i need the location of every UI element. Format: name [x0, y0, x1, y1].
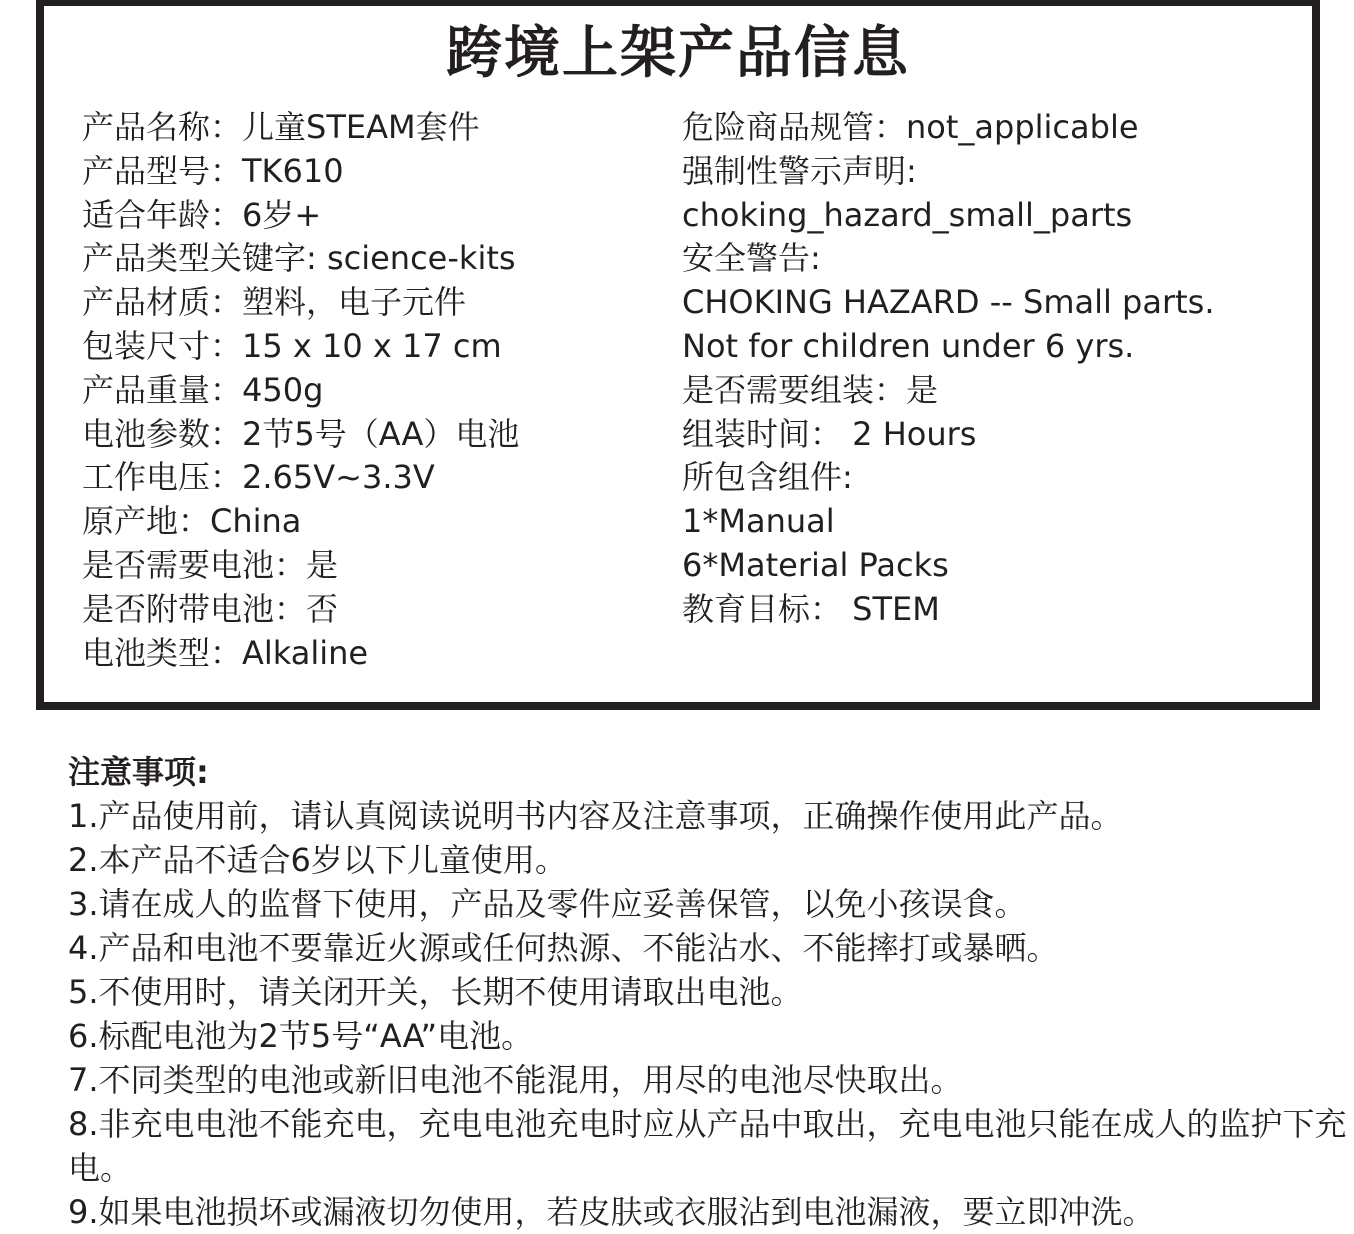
info-line: 组装时间： 2 Hours	[682, 414, 977, 453]
left-info-column	[82, 106, 519, 675]
note-item: 6.标配电池为2节5号“AA”电池。	[68, 1017, 534, 1055]
info-line: 产品型号：TK610	[82, 151, 344, 190]
info-line: 安全警告:	[682, 239, 821, 278]
note-item: 5.不使用时，请关闭开关，长期不使用请取出电池。	[68, 973, 803, 1011]
note-item: 1.产品使用前，请认真阅读说明书内容及注意事项，正确操作使用此产品。	[68, 797, 1123, 835]
info-line: 是否需要电池：是	[82, 545, 339, 584]
info-line: 危险商品规管：not_applicable	[682, 108, 1139, 146]
info-line: 产品名称：儿童STEAM套件	[82, 108, 480, 146]
info-line: 1*Manual	[682, 502, 835, 541]
product-info-box	[36, 0, 1320, 710]
note-item: 7.不同类型的电池或新旧电池不能混用，用尽的电池尽快取出。	[68, 1061, 963, 1099]
info-line: 产品类型关键字: science-kits	[82, 239, 516, 278]
info-line: choking_hazard_small_parts	[682, 195, 1133, 234]
info-line: 工作电压：2.65V~3.3V	[82, 458, 435, 497]
notes-section	[68, 750, 1348, 1234]
info-line: 强制性警示声明:	[682, 151, 917, 190]
right-info-column	[682, 106, 1215, 632]
info-line: 教育目标： STEM	[682, 589, 940, 628]
info-line: 是否附带电池：否	[82, 589, 339, 628]
info-line: 原产地：China	[82, 502, 302, 541]
info-line: 是否需要组装：是	[682, 370, 939, 409]
info-line: 产品材质：塑料，电子元件	[82, 283, 467, 322]
note-item: 4.产品和电池不要靠近火源或任何热源、不能沾水、不能摔打或暴晒。	[68, 929, 1059, 967]
info-line: Not for children under 6 yrs.	[682, 326, 1135, 365]
info-line: 6*Material Packs	[682, 545, 949, 584]
note-item: 3.请在成人的监督下使用，产品及零件应妥善保管，以免小孩误食。	[68, 885, 1027, 923]
info-line: 产品重量：450g	[82, 370, 324, 409]
info-line: 适合年龄：6岁+	[82, 195, 322, 234]
info-line: 电池类型：Alkaline	[82, 633, 369, 672]
info-line: 所包含组件:	[682, 458, 853, 497]
info-line: 包装尺寸：15 x 10 x 17 cm	[82, 326, 502, 365]
info-line: 电池参数：2节5号（AA）电池	[82, 414, 520, 453]
notes-heading: 注意事项:	[68, 753, 209, 791]
note-item: 8.非充电电池不能充电，充电电池充电时应从产品中取出，充电电池只能在成人的监护下充电。	[68, 1105, 1347, 1187]
page-title: 跨境上架产品信息	[446, 21, 910, 86]
note-item: 9.如果电池损坏或漏液切勿使用，若皮肤或衣服沾到电池漏液，要立即冲洗。	[68, 1193, 1155, 1231]
info-line: CHOKING HAZARD -- Small parts.	[682, 283, 1215, 322]
note-item: 2.本产品不适合6岁以下儿童使用。	[68, 841, 567, 879]
